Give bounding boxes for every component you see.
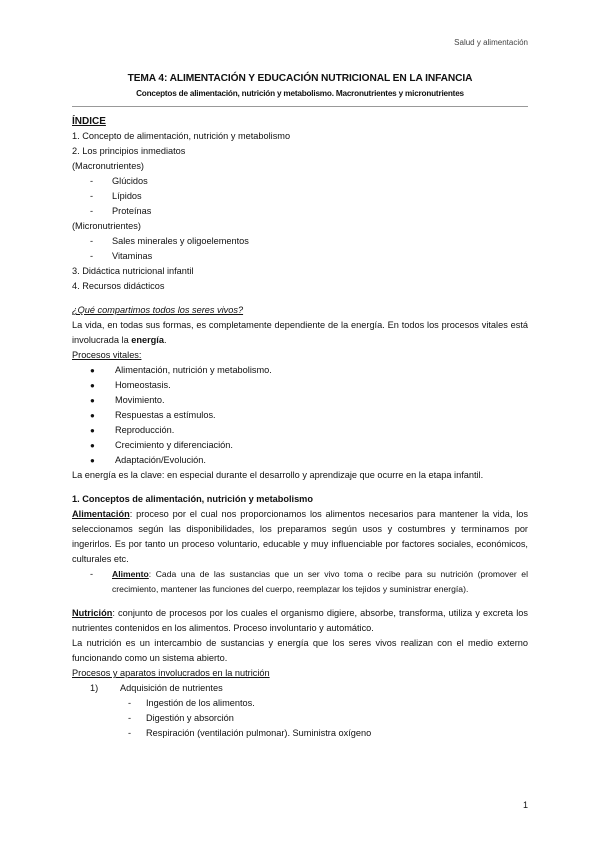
procesos-label: Procesos y aparatos involucrados en la nutrición <box>72 668 270 678</box>
list-item: ● Homeostasis. <box>90 380 171 390</box>
list-item: ● Crecimiento y diferenciación. <box>90 440 233 450</box>
list-item: - Sales minerales y oligoelementos <box>90 236 249 246</box>
index-item-3: 3. Didáctica nutricional infantil <box>72 266 194 276</box>
list-item: ● Alimentación, nutrición y metabolismo. <box>90 365 272 375</box>
list-item: - Lípidos <box>90 191 142 201</box>
document-title: TEMA 4: ALIMENTACIÓN Y EDUCACIÓN NUTRICIONAL EN LA INFANCIA <box>127 73 473 84</box>
header-divider <box>72 106 528 107</box>
list-item: - Proteínas <box>90 206 152 216</box>
alimentacion-definition: Alimentación: proceso por el cual nos proporcionamos los alimentos necesarios para mantener la vida, los seleccionamos según las disponibilidades, los preparamos según usos y costumbres y terminamos por ingerirlos. Es por tanto un proceso voluntario, educable y muy influenciable por factores sociales, económicos, culturales etc. <box>72 509 528 564</box>
document-body <box>72 114 528 741</box>
nutricion-definition: Nutrición: conjunto de procesos por los cuales el organismo digiere, absorbe, transforma, utiliza y excreta los nutrientes contenidos en los alimentos. Proceso involuntario y automático. <box>72 608 528 633</box>
list-item: - Respiración (ventilación pulmonar). Suministra oxígeno <box>128 728 372 738</box>
intro-question: ¿Qué compartimos todos los seres vivos? <box>72 305 244 315</box>
list-item: ● Reproducción. <box>90 425 175 435</box>
list-item: ● Respuestas a estímulos. <box>90 410 216 420</box>
macro-label: (Macronutrientes) <box>72 161 144 171</box>
index-item-2: 2. Los principios inmediatos <box>72 146 186 156</box>
list-item: - Vitaminas <box>90 251 153 261</box>
nutricion-paragraph-2: La nutrición es un intercambio de sustancias y energía que los seres vivos realizan con el medio externo funcionando como un sistema abierto. <box>72 638 528 663</box>
list-item: - Digestión y absorción <box>128 713 234 723</box>
alimento-definition: - Alimento: Cada una de las sustancias que un ser vivo toma o recibe para su nutrición (promover el crecimiento, mantener las funciones del cuerpo, reemplazar los tejidos y suministrar energía). <box>90 569 528 594</box>
processes-label: Procesos vitales: <box>72 350 142 360</box>
index-item-1: 1. Concepto de alimentación, nutrición y metabolismo <box>72 131 291 141</box>
list-item: ● Adaptación/Evolución. <box>90 455 206 465</box>
document-subtitle: Conceptos de alimentación, nutrición y metabolismo. Macronutrientes y micronutrientes <box>136 89 464 98</box>
intro-closing: La energía es la clave: en especial durante el desarrollo y aprendizaje que ocurre en la etapa infantil. <box>72 470 484 480</box>
numbered-item: 1) Adquisición de nutrientes <box>90 683 223 693</box>
intro-paragraph: La vida, en todas sus formas, es completamente dependiente de la energía. En todos los procesos vitales está involucrada la energía. <box>72 320 528 345</box>
list-item: - Ingestión de los alimentos. <box>128 698 255 708</box>
running-header: Salud y alimentación <box>454 38 528 47</box>
index-item-4: 4. Recursos didácticos <box>72 281 165 291</box>
micro-label: (Micronutrientes) <box>72 221 141 231</box>
list-item: ● Movimiento. <box>90 395 165 405</box>
section-1-heading: 1. Conceptos de alimentación, nutrición y metabolismo <box>72 494 313 504</box>
list-item: - Glúcidos <box>90 176 148 186</box>
index-heading: ÍNDICE <box>72 116 106 127</box>
page-number: 1 <box>522 800 528 810</box>
